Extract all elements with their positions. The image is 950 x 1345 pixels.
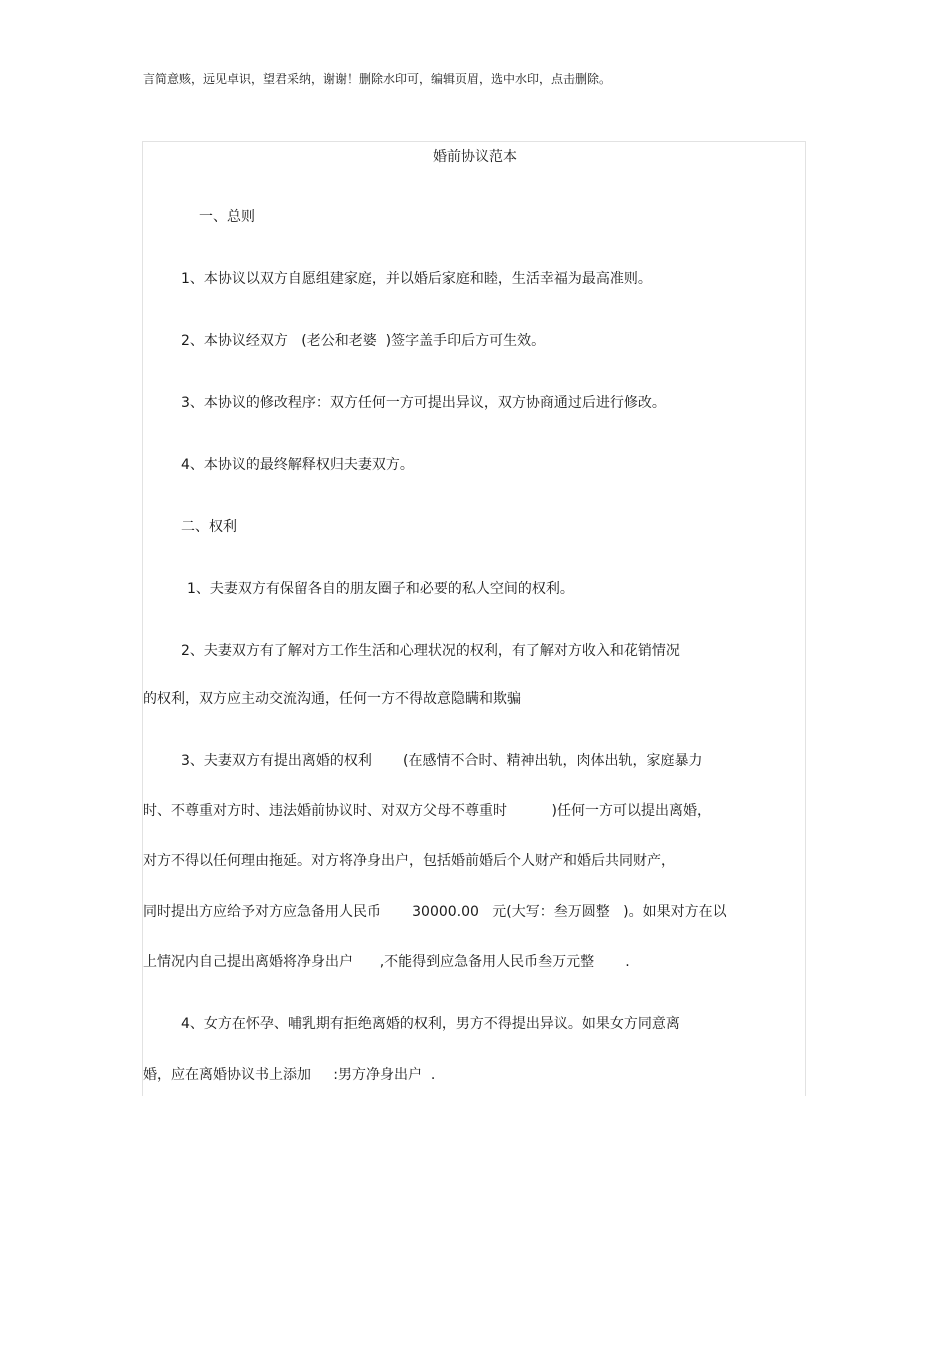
general-clause-3: 3、本协议的修改程序：双方任何一方可提出异议，双方协商通过后进行修改。	[181, 395, 666, 411]
rights-clause-4-line-2: 婚，应在离婚协议书上添加 :男方净身出户 .	[143, 1067, 436, 1083]
general-clause-1: 1、本协议以双方自愿组建家庭，并以婚后家庭和睦，生活幸福为最高准则。	[181, 271, 652, 287]
rights-clause-2-line-1: 2、夫妻双方有了解对方工作生活和心理状况的权利，有了解对方收入和花销情况	[181, 643, 680, 659]
general-clause-2: 2、本协议经双方 (老公和老婆 )签字盖手印后方可生效。	[181, 333, 546, 349]
rights-clause-1: 1、夫妻双方有保留各自的朋友圈子和必要的私人空间的权利。	[187, 581, 574, 597]
rights-clause-3-line-2: 时、不尊重对方时、违法婚前协议时、对双方父母不尊重时 )任何一方可以提出离婚，	[143, 803, 711, 819]
rights-clause-4-line-1: 4、女方在怀孕、哺乳期有拒绝离婚的权利，男方不得提出异议。如果女方同意离	[181, 1016, 680, 1032]
rights-clause-3-line-4: 同时提出方应给予对方应急备用人民币 30000.00 元(大写：叁万圆整 )。如果对方在以	[143, 904, 727, 920]
document-title: 婚前协议范本	[433, 149, 517, 165]
header-note: 言简意赅，远见卓识，望君采纳，谢谢！删除水印可，编辑页眉，选中水印，点击删除。	[143, 72, 612, 86]
general-clause-4: 4、本协议的最终解释权归夫妻双方。	[181, 457, 414, 473]
rights-clause-3-line-5: 上情况内自己提出离婚将净身出户 ,不能得到应急备用人民币叁万元整 .	[143, 954, 630, 970]
rights-clause-2-line-2: 的权利，双方应主动交流沟通，任何一方不得故意隐瞒和欺骗	[143, 691, 521, 707]
section-heading-rights: 二、权利	[181, 519, 237, 535]
rights-clause-3-line-3: 对方不得以任何理由拖延。对方将净身出户，包括婚前婚后个人财产和婚后共同财产，	[143, 853, 675, 869]
section-heading-general: 一、总则	[199, 209, 255, 225]
rights-clause-3-line-1: 3、夫妻双方有提出离婚的权利 (在感情不合时、精神出轨，肉体出轨，家庭暴力	[181, 753, 703, 769]
